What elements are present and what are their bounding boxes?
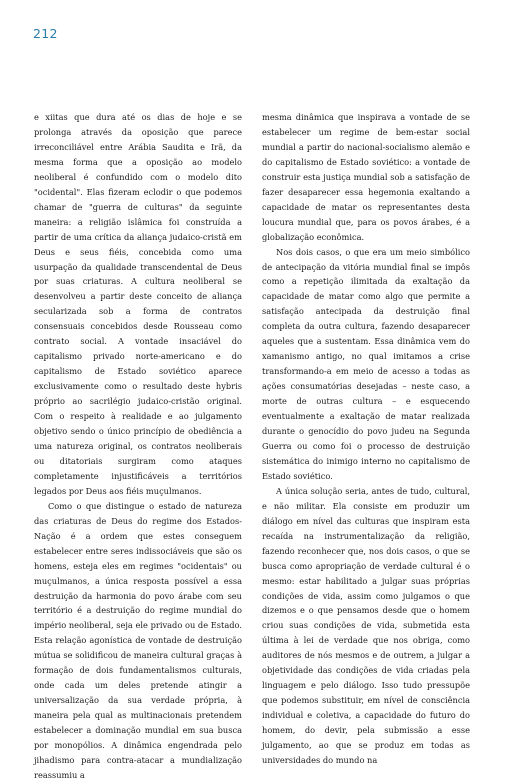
paragraph-right-1: mesma dinâmica que inspirava a vontade de se estabelecer um regime de bem-estar social mundial a partir do nacional-socialismo alemão e do capitalismo de Estado soviético: a vontade de construir esta justiça mundial sob a satisfação de fazer desaparecer essa hegemonia exaltando a capacidade de matar os representantes desta loucura mundial que, para os povos árabes, é a globalização econômica. [262, 112, 470, 242]
right-column [262, 110, 470, 768]
paragraph-right-3: A única solução seria, antes de tudo, cultural, e não militar. Ela consiste em produzir um diálogo em nível das culturas que inspiram esta recaída na instrumentalização da religião, fazendo reconhecer que, nos dois casos, o que se busca como apropriação de verdade cultural é o mesmo: estar habilitado a julgar suas próprias condições de vida, assim como julgamos o que dizemos e o que pensamos desde que o homem criou suas condições de vida, submetida esta última à lei de verdade que nos obriga, como auditores de nós mesmos e de outrem, a julgar a objetividade das condições de vida criadas pela linguagem e pelo diálogo. Isso tudo pressupõe que podemos substituir, em nível de consciência individual e coletiva, a capacidade do futuro do homem, do devir, pela submissão a esse julgamento, ao que se produz em todas as universidades do mundo na [262, 485, 470, 765]
paragraph-left-2: Como o que distingue o estado de natureza das criaturas de Deus do regime dos Estados-Nação é a ordem que estes conseguem estabelecer entre seres indissociáveis que são os homens, esteja eles em regimes "ocidentais" ou muçulmanos, a única resposta possível a essa destruição da harmonia do povo árabe com seu território é a destruição do regime mundial do império neoliberal, seja ele privado ou de Estado. Esta relação agonística de vontade de destruição mútua se solidificou de maneira cultural graças à formação de dois fundamentalismos culturais, onde cada um deles pretende atingir a universalização da sua verdade própria, à maneira pela qual as multinacionais pretendem estabelecer a dominação mundial em sua busca por monopólios. A dinâmica engendrada pelo jihadismo para contra-atacar a mundialização reassumiu a [34, 500, 242, 780]
paragraph-right-2: Nos dois casos, o que era um meio simbólico de antecipação da vitória mundial final se impôs como a repetição ilimitada da exaltação da capacidade de matar como algo que permite a satisfação antecipada da destruição final completa da outra cultura, fazendo desaparecer aqueles que a sustentam. Essa dinâmica vem do xamanismo antigo, no qual imitamos a crise transformando-a em meio de acesso a todas as ações consumatórias desejadas – neste caso, a morte de outras cultura – e esquecendo eventualmente a exaltação de matar realizada durante o genocídio do povo judeu na Segunda Guerra ou como foi o processo de destruição sistemática do inimigo interno no capitalismo de Estado soviético. [262, 246, 470, 481]
left-column [34, 110, 242, 783]
paragraph-left-1: e xiitas que dura até os dias de hoje e se prolonga através da oposição que parece irreconciliável entre Arábia Saudita e Irã, da mesma forma que a oposição ao modelo neoliberal é confundido com o modelo dito "ocidental". Elas fizeram eclodir o que podemos chamar de "guerra de culturas" da seguinte maneira: a religião islâmica foi construída a partir de uma crítica da aliança judaico-cristã em Deus e seus fiéis, concebida como uma usurpação da qualidade transcendental de Deus por suas criaturas. A cultura neoliberal se desenvolveu a partir deste conceito de aliança secularizada sob a forma de contratos consensuais concebidos desde Rousseau como contrato social. A vontade insaciável do capitalismo privado norte-americano e do capitalismo de Estado soviético aparece exclusivamente como o resultado deste hybris próprio ao sacrilégio judaico-cristão original. Com o respeito à realidade e ao julgamento objetivo sendo o único princípio de obediência a uma natureza original, os contratos neoliberais ou ditatoriais surgiram como ataques completamente injustificáveis a territórios legados por Deus aos fiéis muçulmanos. [34, 112, 242, 496]
page-number: 212 [33, 26, 58, 41]
